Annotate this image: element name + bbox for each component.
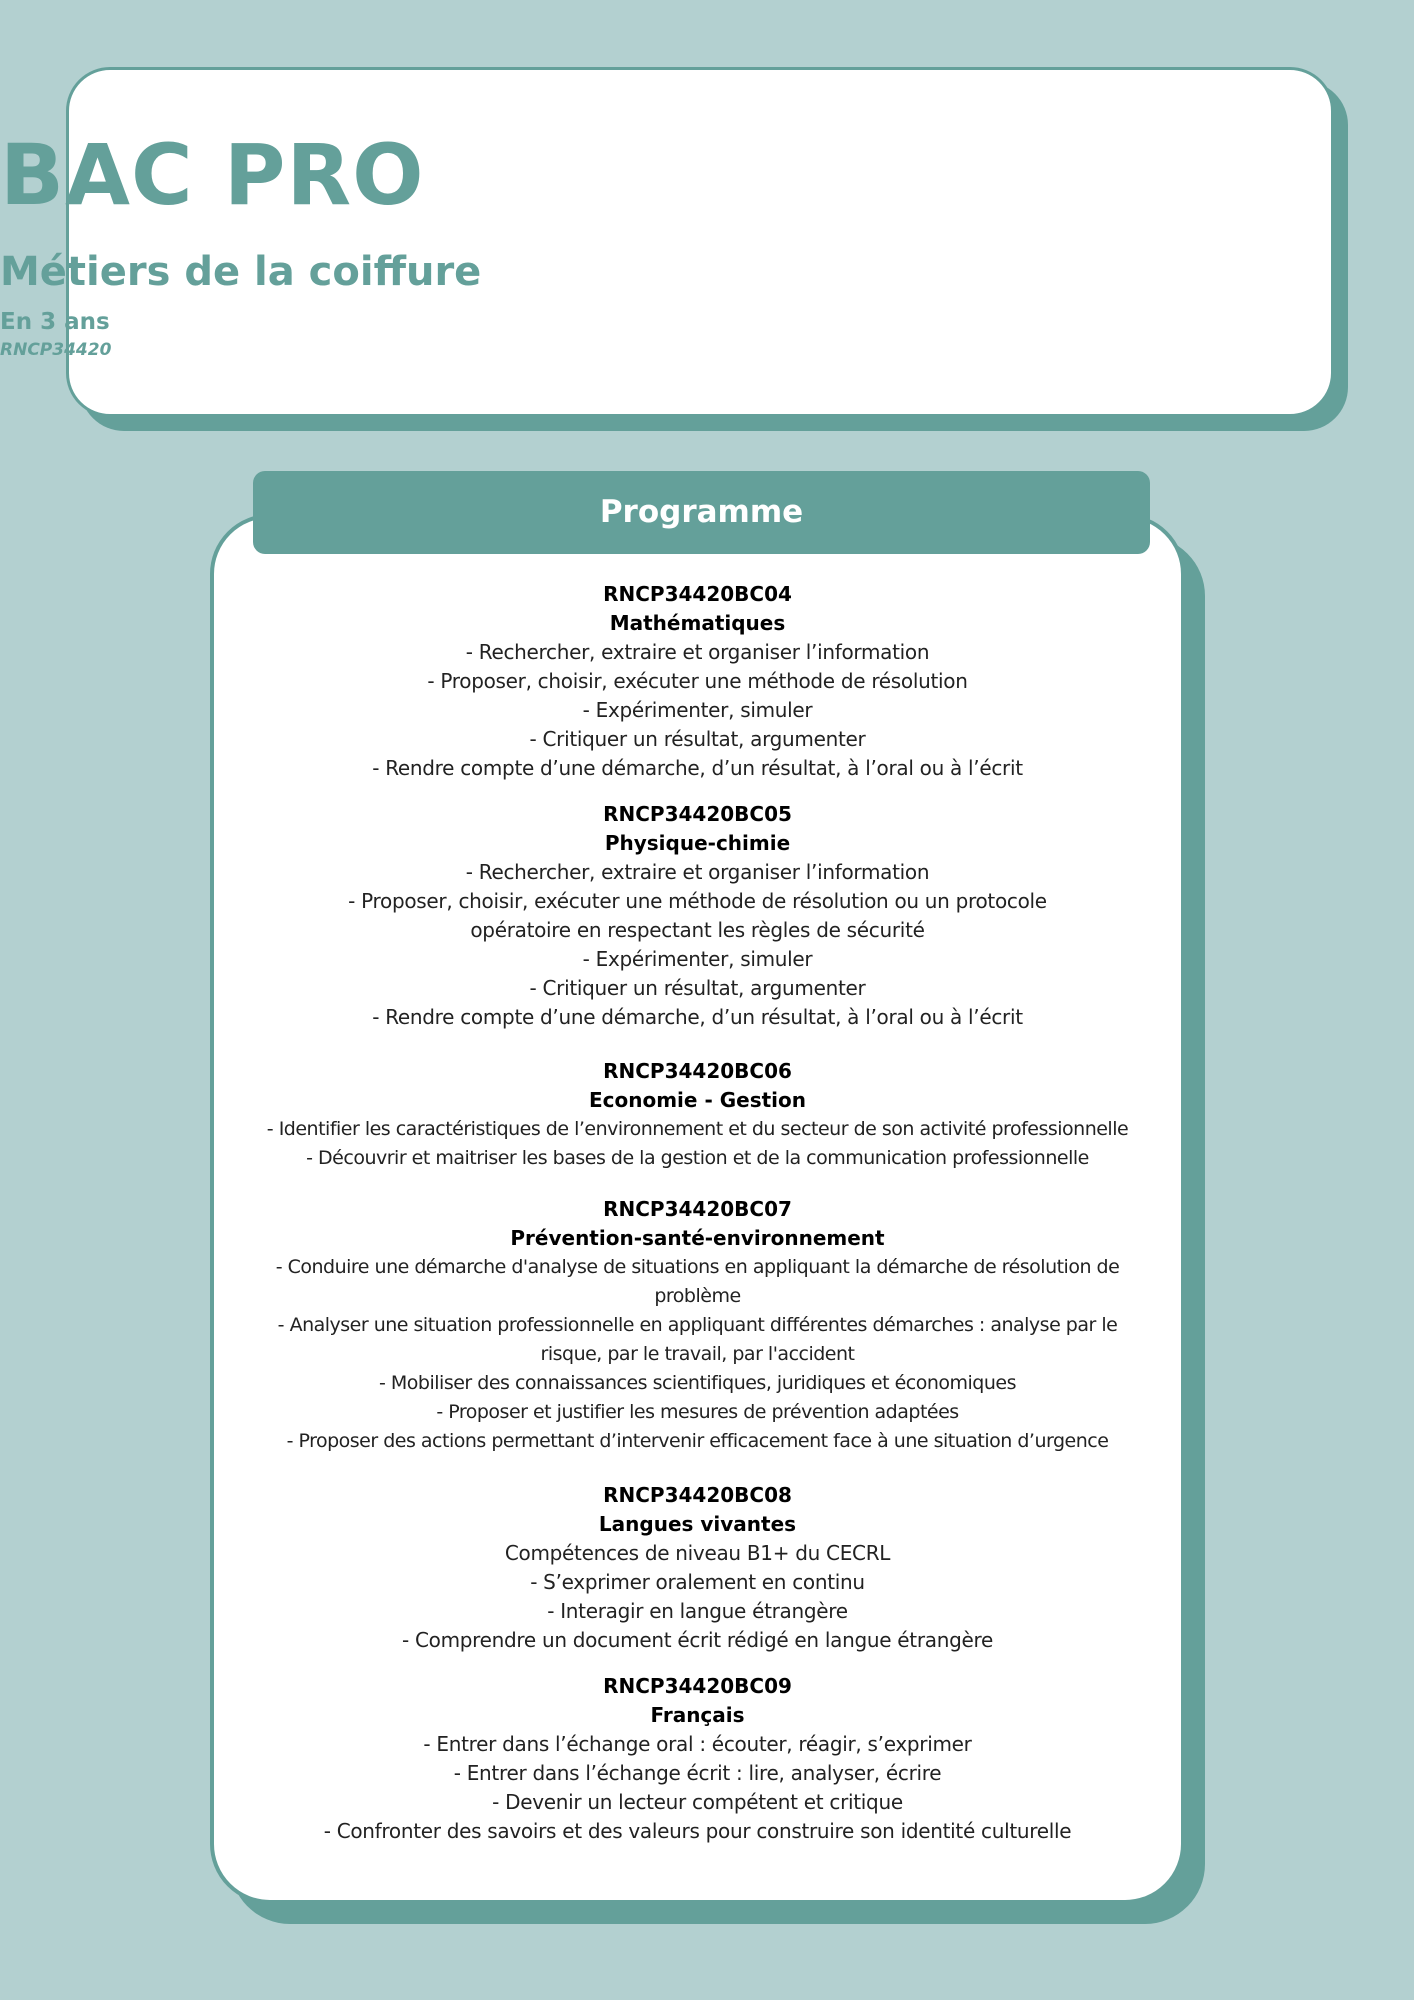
section-line: - Devenir un lecteur compétent et critique bbox=[492, 1790, 903, 1814]
section-code: RNCP34420BC05 bbox=[603, 802, 792, 826]
section-line: - Conduire une démarche d'analyse de situations en appliquant la démarche de résolution de bbox=[275, 1256, 1120, 1278]
section-bc05 bbox=[220, 800, 1175, 1032]
section-line: - Proposer et justifier les mesures de prévention adaptées bbox=[436, 1401, 959, 1423]
section-title: Economie - Gestion bbox=[588, 1088, 806, 1112]
section-line: - Rendre compte d’une démarche, d’un résultat, à l’oral ou à l’écrit bbox=[372, 1005, 1023, 1029]
section-line: risque, par le travail, par l'accident bbox=[540, 1343, 855, 1365]
section-line: - Proposer, choisir, exécuter une méthode de résolution ou un protocole bbox=[348, 889, 1047, 913]
section-line: - Rendre compte d’une démarche, d’un résultat, à l’oral ou à l’écrit bbox=[372, 756, 1023, 780]
section-line: - Expérimenter, simuler bbox=[582, 698, 813, 722]
section-bc04 bbox=[220, 580, 1175, 783]
section-line: - Identifier les caractéristiques de l’environnement et du secteur de son activité professionnelle bbox=[266, 1118, 1129, 1140]
section-bc08 bbox=[220, 1481, 1175, 1655]
programme-content bbox=[220, 580, 1175, 1846]
section-line: - Analyser une situation professionnelle en appliquant différentes démarches : analyse par le bbox=[277, 1314, 1118, 1336]
section-line: - Comprendre un document écrit rédigé en langue étrangère bbox=[402, 1628, 993, 1652]
section-title: Mathématiques bbox=[609, 611, 786, 635]
page-title: BAC PRO bbox=[0, 126, 425, 224]
section-line: problème bbox=[654, 1285, 741, 1307]
section-code: RNCP34420BC07 bbox=[603, 1197, 792, 1221]
section-line: - Rechercher, extraire et organiser l’information bbox=[465, 860, 930, 884]
programme-heading: Programme bbox=[253, 471, 1150, 554]
section-line: Compétences de niveau B1+ du CECRL bbox=[504, 1541, 891, 1565]
section-title: Français bbox=[650, 1703, 745, 1727]
section-line: - Entrer dans l’échange oral : écouter, réagir, s’exprimer bbox=[423, 1732, 972, 1756]
section-line: - Découvrir et maitriser les bases de la gestion et de la communication professionnelle bbox=[306, 1147, 1089, 1169]
section-code: RNCP34420BC04 bbox=[603, 582, 792, 606]
section-title: Physique-chimie bbox=[604, 831, 791, 855]
section-line: - Confronter des savoirs et des valeurs pour construire son identité culturelle bbox=[323, 1819, 1072, 1843]
section-title: Prévention-santé-environnement bbox=[510, 1226, 885, 1250]
section-bc07 bbox=[220, 1195, 1175, 1456]
section-line: - Expérimenter, simuler bbox=[582, 947, 813, 971]
section-line: - S’exprimer oralement en continu bbox=[530, 1570, 865, 1594]
section-title: Langues vivantes bbox=[598, 1512, 797, 1536]
rncp-code: RNCP34420 bbox=[0, 340, 112, 360]
section-line: - Proposer des actions permettant d’intervenir efficacement face à une situation d’urgence bbox=[286, 1430, 1109, 1452]
section-bc09 bbox=[220, 1672, 1175, 1846]
duration-label: En 3 ans bbox=[0, 309, 110, 335]
section-code: RNCP34420BC08 bbox=[603, 1483, 792, 1507]
section-line: opératoire en respectant les règles de sécurité bbox=[470, 918, 925, 942]
section-line: - Mobiliser des connaissances scientifiques, juridiques et économiques bbox=[379, 1372, 1016, 1394]
section-line: - Rechercher, extraire et organiser l’information bbox=[465, 640, 930, 664]
section-line: - Entrer dans l’échange écrit : lire, analyser, écrire bbox=[453, 1761, 942, 1785]
section-line: - Critiquer un résultat, argumenter bbox=[529, 727, 866, 751]
section-line: - Critiquer un résultat, argumenter bbox=[529, 976, 866, 1000]
page-subtitle: Métiers de la coiffure bbox=[0, 249, 482, 295]
section-code: RNCP34420BC06 bbox=[603, 1059, 792, 1083]
header-card bbox=[66, 67, 1334, 417]
section-code: RNCP34420BC09 bbox=[603, 1674, 792, 1698]
section-bc06 bbox=[220, 1057, 1175, 1173]
section-line: - Proposer, choisir, exécuter une méthode de résolution bbox=[427, 669, 968, 693]
section-line: - Interagir en langue étrangère bbox=[547, 1599, 848, 1623]
